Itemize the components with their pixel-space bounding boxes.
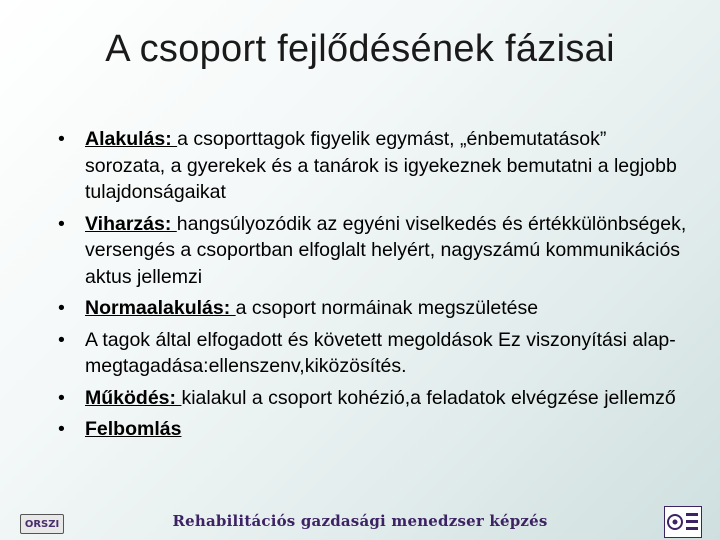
list-item bbox=[58, 416, 688, 443]
bullet-icon: • bbox=[58, 128, 65, 150]
phase-description: kialakul a csoport kohézió,a feladatok elvégzése jellemző bbox=[181, 386, 676, 409]
list-item bbox=[58, 385, 688, 412]
bullet-icon: • bbox=[58, 212, 65, 235]
list-item bbox=[58, 295, 688, 322]
list-item bbox=[58, 327, 688, 380]
bullet-icon: • bbox=[58, 297, 65, 319]
phase-description: hangsúlyozódik az egyéni viselkedés és értékkülönbségek, versengés a csoportban elfoglalt helyért, nagyszámú kommunikációs aktus jellemzi bbox=[85, 212, 687, 288]
phase-term: Felbomlás bbox=[85, 418, 182, 440]
footer-title: Rehabilitációs gazdasági menedzser képzés bbox=[172, 512, 548, 530]
bullet-icon: • bbox=[58, 328, 65, 351]
phase-term: Alakulás: bbox=[85, 128, 178, 150]
list-item bbox=[58, 126, 688, 206]
phase-term: Viharzás: bbox=[85, 212, 177, 235]
phase-description: a csoporttagok figyelik egymást, „énbemutatások” sorozata, a gyerekek és a tanárok is igyekeznek bemutatni a legjobb tulajdonságaikat bbox=[85, 128, 677, 203]
phase-description: A tagok által elfogadott és követett megoldások Ez viszonyítási alap-megtagadása:ellenszenv,kiközösítés. bbox=[85, 328, 676, 377]
bullet-list bbox=[58, 126, 688, 448]
bullet-icon: • bbox=[58, 386, 65, 409]
orszi-logo: ORSZI bbox=[20, 514, 64, 534]
slide-title: A csoport fejlődésének fázisai bbox=[105, 28, 615, 70]
phase-term: Normaalakulás: bbox=[85, 297, 236, 319]
phase-term: Működés: bbox=[85, 386, 182, 409]
bullet-icon: • bbox=[58, 418, 65, 440]
institution-logo-icon bbox=[664, 506, 702, 538]
list-item bbox=[58, 211, 688, 291]
phase-description: a csoport normáinak megszületése bbox=[235, 297, 539, 319]
